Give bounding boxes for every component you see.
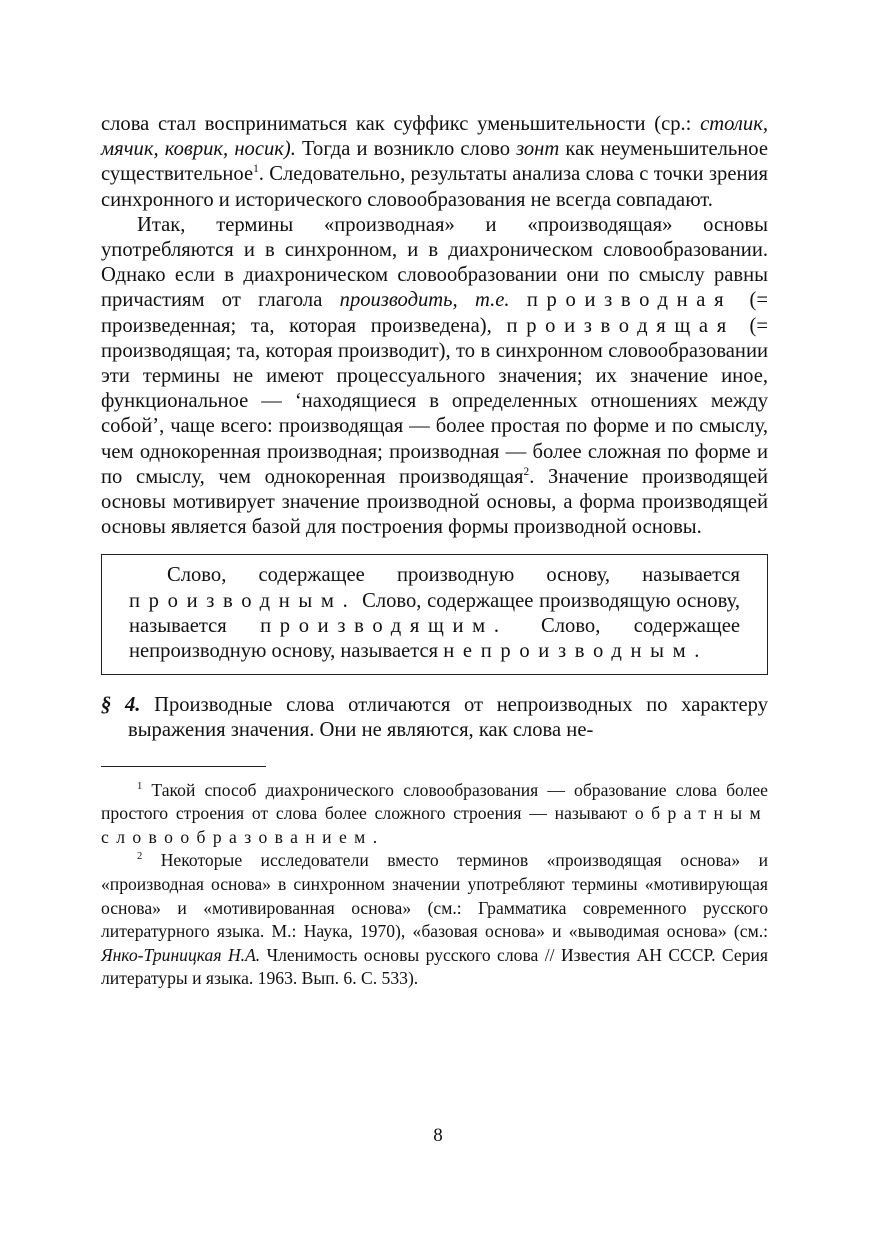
footnote-divider [101,766,266,767]
text-run: как неуменьшительное существительное [101,138,768,186]
spaced-term: производным. [129,589,357,612]
footnote-number: 2 [137,851,143,863]
text-run: . Следовательно, результаты анализа слова с точки зрения синхронного и исторического словообразования не всегда совпадают. [101,163,768,211]
paragraph-2 [101,213,768,541]
spaced-term: производная [526,289,733,312]
footnote-2 [101,849,768,991]
text-run: Тогда и возникло слово [295,138,517,161]
footnote-1 [101,779,768,850]
italic-word: зонт [516,138,560,161]
page-body [101,112,768,991]
text-run: Итак, термины «производная» и «производящая» основы употребляются и в синхронном, и в диахроническом словообразовании. Однако если в диахроническом словообразовании они по смыслу равны причастиям от глагола [101,213,768,312]
footnote-ref-1[interactable]: 1 [253,163,259,176]
section-text: Производные слова отличаются от непроизводных по характеру выражения значения. Они не являются, как слова не- [128,694,768,742]
text-run: слова стал восприниматься как суффикс уменьшительности (ср.: [101,113,701,135]
text-run: (= произведенная; та, которая произведена), [101,289,769,337]
spaced-term: производящая [506,314,735,337]
footnotes [101,779,768,991]
paragraph-1 [101,112,768,213]
footnote-ref-2[interactable]: 2 [523,465,530,478]
text-run: Слово, содержащее непроизводную основу, называется [129,614,740,663]
section-4 [101,693,768,743]
text-run: Слово, содержащее производящую основу, называется [129,589,740,637]
text-run [510,289,527,311]
italic-examples: столик, мячик, коврик, носик). [101,113,768,161]
text-run: . Значение производящей основы мотивирует значение производной основы, а форма производящей основы является базой для построения формы производной основы. [101,465,769,539]
page-number: 8 [433,1125,443,1146]
section-mark: § 4. [101,694,141,717]
text-run: Некоторые исследователи вместо терминов «производящая основа» и «производная основа» в синхронном значении употребляют термины «мотивирующая основа» и «мотивированная основа» (см.: Грамматика современного русского литературного языка. М.: Наука, 1970), «базовая основа» и «выводимая основа» (см.: [101,850,768,942]
definition-box [101,554,768,675]
text-run: Слово, содержащее производную основу, называется [167,564,740,587]
footnote-number: 1 [137,780,143,792]
spaced-term: обратным словообразованием. [101,803,768,847]
spaced-term: непроизводным. [443,640,709,663]
text-run: Членимость основы русского слова // Известия АН СССР. Серия литературы и языка. 1963. Вып. 6. С. 533). [101,944,768,989]
italic-term: производить, т.е. [339,289,510,312]
text-run: Такой способ диахронического словообразования — образование слова более простого строения от слова более сложного строения — называют [101,779,768,824]
italic-author: Янко-Триницкая Н.А. [101,944,261,965]
definition-text [129,563,740,664]
main-text [101,112,768,540]
spaced-term: производящим. [260,614,508,637]
text-run: (= производящая; та, которая производит), то в синхронном словообразовании эти термины не имеют процессуального значения; их значение иное, функциональное — ‘находящиеся в определенных отношениях между собой’, чаще всего: производящая — более простая по форме и по смыслу, чем однокоренная производная; производная — более сложная по форме и по смыслу, чем однокоренная производящая [101,314,768,488]
